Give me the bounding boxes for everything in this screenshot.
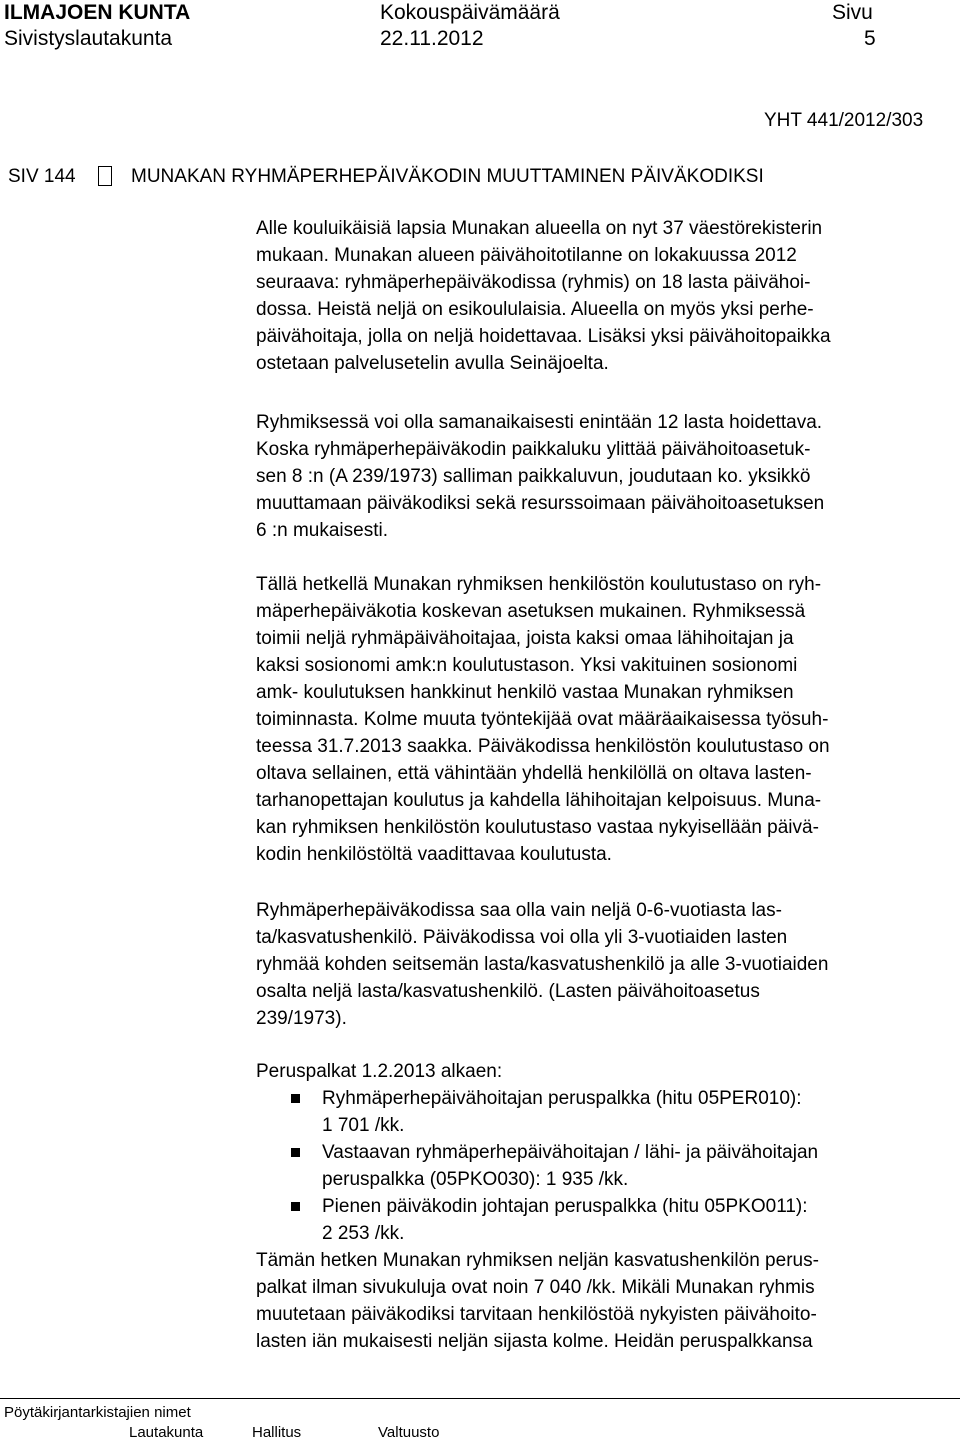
text-line: päivähoitaja, jolla on neljä hoidettavaa. Lisäksi yksi päivähoitopaikka bbox=[256, 326, 831, 347]
text-line: Tämän hetken Munakan ryhmiksen neljän kasvatushenkilön perus- bbox=[256, 1250, 819, 1271]
text-line: toiminnasta. Kolme muuta työntekijää ovat määräaikaisessa työsuh- bbox=[256, 709, 829, 730]
list-item: Ryhmäperhepäivähoitajan peruspalkka (hitu 05PER010): bbox=[322, 1088, 802, 1109]
list-item-continuation: 1 701 /kk. bbox=[322, 1115, 405, 1136]
footer-body-valtuusto: Valtuusto bbox=[378, 1424, 440, 1441]
text-line: Ryhmiksessä voi olla samanaikaisesti enintään 12 lasta hoidettava. bbox=[256, 412, 823, 433]
text-line: muutetaan päiväkodiksi tarvitaan henkilöstöä nykyisten päivähoito- bbox=[256, 1304, 817, 1325]
page-number: 5 bbox=[864, 27, 876, 50]
text-line: teessa 31.7.2013 saakka. Päiväkodissa henkilöstön koulutustaso on bbox=[256, 736, 830, 757]
text-line: ostetaan palvelusetelin avulla Seinäjoelta. bbox=[256, 353, 609, 374]
text-line: tarhanopettajan koulutus ja kahdella lähihoitajan kelpoisuus. Muna- bbox=[256, 790, 822, 811]
text-line: mukaan. Munakan alueen päivähoitotilanne on lokakuussa 2012 bbox=[256, 245, 797, 266]
list-item-continuation: 2 253 /kk. bbox=[322, 1223, 405, 1244]
text-line: muuttamaan päiväkodiksi sekä resurssoimaan päivähoitoasetuksen bbox=[256, 493, 825, 514]
text-line: oltava sellainen, että vähintään yhdellä henkilöllä on oltava lasten- bbox=[256, 763, 812, 784]
footer-divider bbox=[0, 1398, 960, 1399]
item-number: SIV 144 bbox=[8, 166, 76, 187]
list-item: Pienen päiväkodin johtajan peruspalkka (hitu 05PKO011): bbox=[322, 1196, 808, 1217]
text-line: kodin henkilöstöltä vaadittavaa koulutusta. bbox=[256, 844, 612, 865]
text-line: Ryhmäperhepäiväkodissa saa olla vain neljä 0-6-vuotiasta las- bbox=[256, 900, 782, 921]
meeting-date: 22.11.2012 bbox=[380, 27, 484, 50]
bullet-square-icon bbox=[291, 1202, 300, 1211]
text-line: kan ryhmiksen henkilöstön koulutustaso vastaa nykyisellään päivä- bbox=[256, 817, 819, 838]
date-label: Kokouspäivämäärä bbox=[380, 1, 560, 24]
text-line: 6 :n mukaisesti. bbox=[256, 520, 388, 541]
text-line: ryhmää kohden seitsemän lasta/kasvatushenkilö ja alle 3-vuotiaiden bbox=[256, 954, 829, 975]
missing-glyph-box bbox=[98, 166, 112, 186]
org-name: ILMAJOEN KUNTA bbox=[4, 1, 191, 24]
text-line: palkat ilman sivukuluja ovat noin 7 040 /kk. Mikäli Munakan ryhmis bbox=[256, 1277, 815, 1298]
text-line: Alle kouluikäisiä lapsia Munakan alueella on nyt 37 väestörekisterin bbox=[256, 218, 823, 239]
bullet-square-icon bbox=[291, 1094, 300, 1103]
text-line: lasten iän mukaisesti neljän sijasta kolme. Heidän peruspalkkansa bbox=[256, 1331, 813, 1352]
salary-heading: Peruspalkat 1.2.2013 alkaen: bbox=[256, 1061, 503, 1082]
list-item-continuation: peruspalkka (05PKO030): 1 935 /kk. bbox=[322, 1169, 629, 1190]
text-line: seuraava: ryhmäperhepäiväkodissa (ryhmis) on 18 lasta päivähoi- bbox=[256, 272, 811, 293]
text-line: osalta neljä lasta/kasvatushenkilö. (Lasten päivähoitoasetus bbox=[256, 981, 760, 1002]
page-label: Sivu bbox=[832, 1, 873, 24]
text-line: sen 8 :n (A 239/1973) salliman paikkaluvun, joudutaan ko. yksikkö bbox=[256, 466, 811, 487]
text-line: 239/1973). bbox=[256, 1008, 347, 1029]
bullet-square-icon bbox=[291, 1148, 300, 1157]
item-title: MUNAKAN RYHMÄPERHEPÄIVÄKODIN MUUTTAMINEN PÄIVÄKODIKSI bbox=[131, 166, 764, 187]
text-line: ta/kasvatushenkilö. Päiväkodissa voi olla yli 3-vuotiaiden lasten bbox=[256, 927, 788, 948]
text-line: Koska ryhmäperhepäiväkodin paikkaluku ylittää päivähoitoasetuk- bbox=[256, 439, 811, 460]
list-item: Vastaavan ryhmäperhepäivähoitajan / lähi- ja päivähoitajan bbox=[322, 1142, 819, 1163]
footer-body-hallitus: Hallitus bbox=[252, 1424, 302, 1441]
text-line: mäperhepäiväkotia koskevan asetuksen mukainen. Ryhmiksessä bbox=[256, 601, 806, 622]
footer-body-lautakunta: Lautakunta bbox=[129, 1424, 204, 1441]
text-line: dossa. Heistä neljä on esikoululaisia. Alueella on myös yksi perhe- bbox=[256, 299, 814, 320]
checkers-label: Pöytäkirjantarkistajien nimet bbox=[4, 1404, 191, 1421]
committee-name: Sivistyslautakunta bbox=[4, 27, 173, 50]
text-line: kaksi sosionomi amk:n koulutustason. Yksi vakituinen sosionomi bbox=[256, 655, 798, 676]
text-line: Tällä hetkellä Munakan ryhmiksen henkilöstön koulutustaso on ryh- bbox=[256, 574, 822, 595]
text-line: toimii neljä ryhmäpäivähoitajaa, joista kaksi omaa lähihoitajan ja bbox=[256, 628, 794, 649]
reference-number: YHT 441/2012/303 bbox=[764, 110, 924, 131]
text-line: amk- koulutuksen hankkinut henkilö vastaa Munakan ryhmiksen bbox=[256, 682, 794, 703]
